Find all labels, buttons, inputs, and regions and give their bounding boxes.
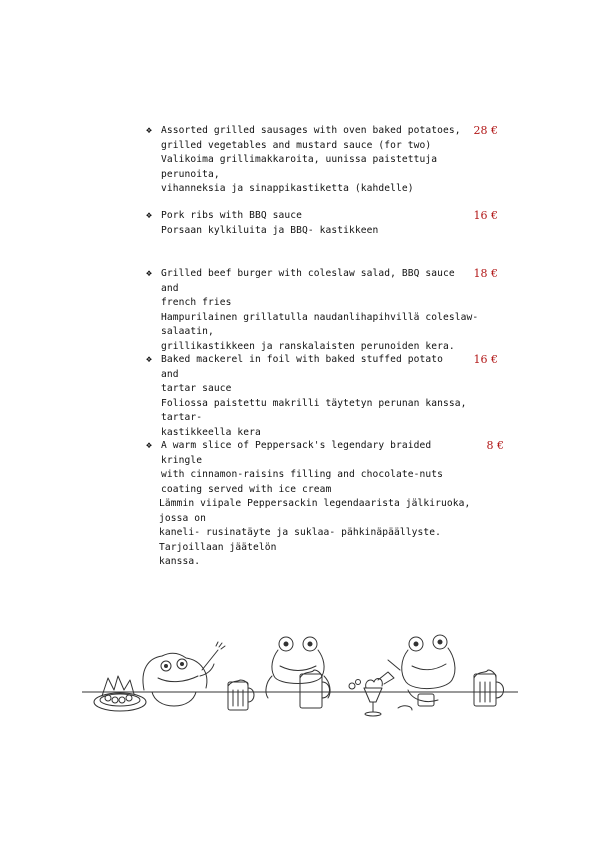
item-name-en: Grilled beef burger with coleslaw salad, BBQ sauce and french fries [161, 268, 455, 308]
food-plate-icon [94, 676, 146, 711]
menu-item [146, 124, 506, 197]
item-price: 8 € [486, 439, 504, 452]
item-price: 16 € [473, 353, 498, 366]
beer-mug-icon [474, 670, 504, 706]
dessert-glass-icon [349, 672, 394, 716]
item-name-fi: Foliossa paistettu makrilli täytetyn perunan kanssa, tartar- kastikkeella kera [161, 397, 467, 438]
item-name-en: Assorted grilled sausages with oven baked potatoes, grilled vegetables and mustard sauce (for two) [161, 125, 461, 151]
item-name-fi: Valikoima grillimakkaroita, uunissa paistettuja perunoita, vihanneksia ja sinappikastiketta (kahdelle) [161, 154, 438, 194]
bullet-icon: ❖ [146, 268, 153, 279]
item-price: 16 € [473, 209, 498, 222]
bullet-icon: ❖ [146, 210, 153, 221]
item-name-fi: Hampurilainen grillatulla naudanlihapihvillä coleslaw-salaatin, grillikastikkeen ja ranskalaisten perunoiden kera. [161, 311, 479, 352]
frog-eating-icon [143, 642, 225, 706]
item-name-fi: Lämmin viipale Peppersackin legendaarista jälkiruoka, jossa on kaneli- rusinatäyte ja suklaa- pähkinäpäällyste. Tarjoillaan jäätelön kanssa. [159, 498, 471, 567]
beer-mug-icon [228, 680, 254, 710]
item-name-en: Baked mackerel in foil with baked stuffed potato and tartar sauce [161, 354, 444, 394]
bullet-icon: ❖ [146, 125, 153, 136]
beer-mug-icon [300, 670, 330, 708]
item-name-en: A warm slice of Peppersack's legendary braided kringle with cinnamon-raisins filling and chocolate-nuts coating served with ice cream [161, 440, 444, 495]
menu-item [146, 267, 506, 354]
item-price: 28 € [473, 124, 498, 137]
bullet-icon: ❖ [146, 354, 153, 365]
menu-item [146, 353, 506, 440]
menu-item [146, 439, 506, 570]
frogs-tavern-illustration [82, 630, 518, 730]
bullet-icon: ❖ [146, 440, 153, 451]
menu-item [146, 209, 506, 238]
item-price: 18 € [473, 267, 498, 280]
item-name-en: Pork ribs with BBQ sauce [161, 210, 303, 221]
frog-drinking-icon [388, 635, 455, 710]
frog-center-icon [266, 637, 330, 698]
item-name-fi: Porsaan kylkiluita ja BBQ- kastikkeen [161, 224, 379, 236]
